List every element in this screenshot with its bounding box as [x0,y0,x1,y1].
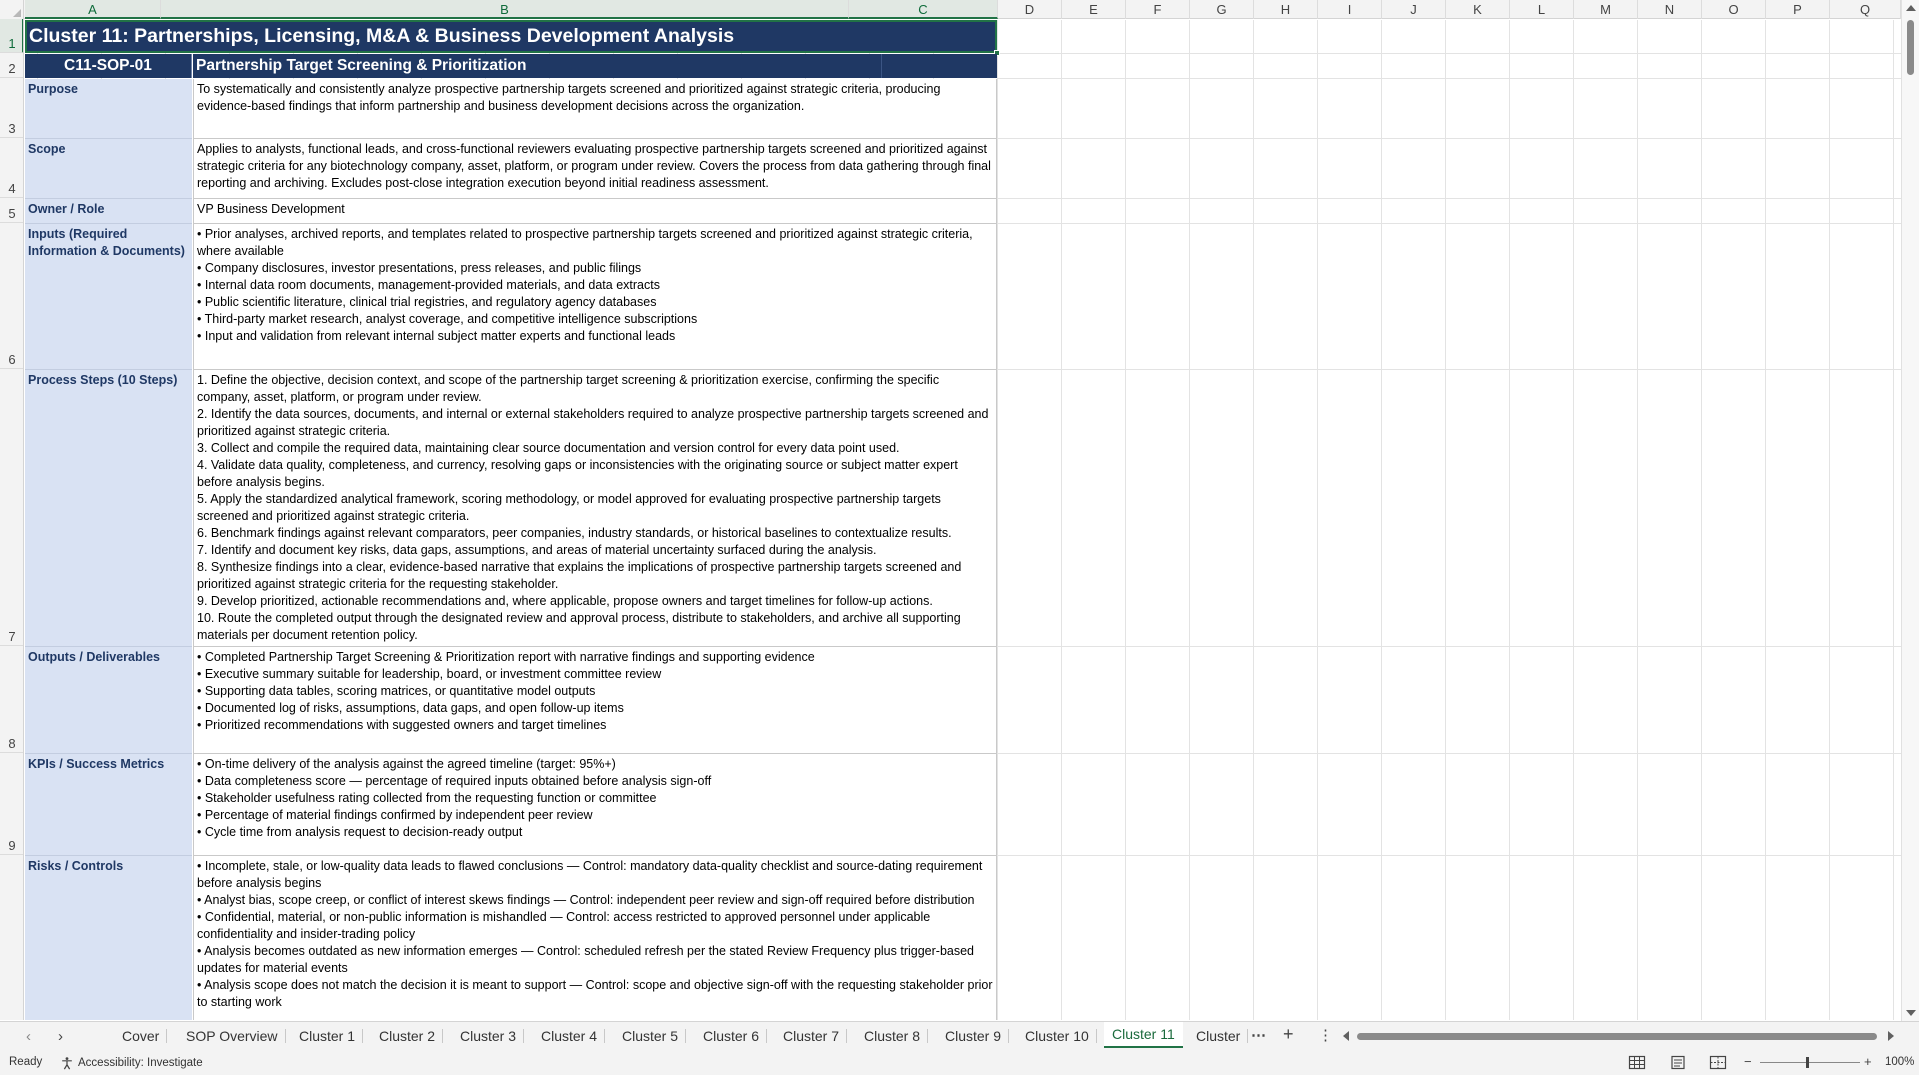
risk-line: • Incomplete, stale, or low-quality data leads to flawed conclusions — Control: mandatory data-quality checklist and source-dating requirement before analysis begins [197,859,983,890]
inputs-line: • Public scientific literature, clinical trial registries, and regulatory agency databases [197,295,657,309]
status-bar [0,1051,1919,1075]
owner-value-cell[interactable] [193,199,997,224]
gridline [998,753,1901,754]
gridline [998,53,1901,54]
step-line: 10. Route the completed output through the designated review and approval process, distribute to stakeholders, and archive all supporting materials per document retention policy. [197,611,961,642]
tab-cluster-8[interactable]: Cluster 8 [856,1022,928,1050]
row-header-4[interactable] [0,138,24,198]
column-header-bar [0,0,1919,19]
step-line: 7. Identify and document key risks, data gaps, assumptions, and areas of material uncertainty surfaced during the analysis. [197,543,877,557]
zoom-slider-knob[interactable] [1806,1057,1809,1068]
inputs-line: • Company disclosures, investor presentations, press releases, and public filings [197,261,642,275]
output-line: • Supporting data tables, scoring matrices, or quantitative model outputs [197,684,596,698]
more-tabs-icon[interactable]: ⋯ [1251,1027,1266,1044]
inputs-line: • Input and validation from relevant internal subject matter experts and functional leads [197,329,676,343]
row-number: 9 [8,838,16,853]
column-header-f[interactable]: F [1126,0,1190,19]
zoom-slider[interactable] [1760,1062,1860,1063]
column-header-m[interactable]: M [1574,0,1638,19]
column-header-o[interactable]: O [1702,0,1766,19]
step-line: 3. Collect and compile the required data, maintaining clear source documentation and version control for every data point used. [197,441,900,455]
output-line: • Completed Partnership Target Screening & Prioritization report with narrative findings and supporting evidence [197,650,815,664]
row-header-6[interactable] [0,223,24,369]
scroll-left-icon[interactable] [1343,1031,1349,1041]
column-header-p[interactable]: P [1766,0,1830,19]
column-header-n[interactable]: N [1638,0,1702,19]
horizontal-scrollbar[interactable] [1343,1030,1894,1042]
kpi-line: • On-time delivery of the analysis against the agreed timeline (target: 95%+) [197,757,616,771]
tab-cluster-6[interactable]: Cluster 6 [695,1022,767,1050]
tab-cluster-5[interactable]: Cluster 5 [614,1022,686,1050]
sheet-title-cell[interactable]: Cluster 11: Partnerships, Licensing, M&A & Business Development Analysis [25,20,997,53]
column-header-h[interactable]: H [1254,0,1318,19]
risks-label-cell[interactable]: Risks / Controls [25,856,192,1020]
horizontal-scroll-thumb[interactable] [1357,1033,1877,1040]
inputs-value-cell[interactable] [193,224,997,370]
step-line: 2. Identify the data sources, documents, and internal or external stakeholders required to analyze prospective partnership targets screened and prioritized against strategic criteria. [197,407,989,438]
vertical-scrollbar[interactable] [1901,0,1919,1021]
step-line: 4. Validate data quality, completeness, and currency, resolving gaps or inconsistencies with the originating source or subject matter expert before analysis begins. [197,458,958,489]
scope-label-cell[interactable]: Scope [25,139,192,199]
purpose-value-cell[interactable] [193,79,997,139]
row-number: 1 [8,36,16,51]
tab-cover[interactable]: Cover [114,1022,167,1050]
column-header-b[interactable]: B [161,0,849,19]
column-header-a[interactable]: A [25,0,161,19]
page-layout-icon[interactable] [1669,1055,1687,1070]
step-line: 5. Apply the standardized analytical framework, scoring methodology, or model approved for evaluating prospective partnership targets screened and prioritized against strategic criteria. [197,492,941,523]
page-break-icon[interactable] [1709,1055,1727,1070]
output-line: • Executive summary suitable for leadership, board, or investment committee review [197,667,662,681]
kpi-line: • Cycle time from analysis request to decision-ready output [197,825,523,839]
gridline [998,855,1901,856]
inputs-label-cell[interactable]: Inputs (Required Information & Documents) [25,224,192,370]
tab-cluster-11[interactable]: Cluster 11 [1104,1022,1183,1048]
step-line: 8. Synthesize findings into a clear, evidence-based narrative that explains the implications of prospective partnership targets screened and prioritized against strategic criteria for the requesting stakeholder. [197,560,962,591]
kpi-line: • Data completeness score — percentage of required inputs obtained before analysis sign-off [197,774,712,788]
accessibility-status[interactable] [60,1056,203,1070]
kpis-label-cell[interactable]: KPIs / Success Metrics [25,754,192,856]
row-number: 8 [8,736,16,751]
accessibility-label: Accessibility: Investigate [78,1057,203,1069]
gridline [998,223,1901,224]
kpi-line: • Stakeholder usefulness rating collected from the requesting function or committee [197,791,657,805]
select-all-corner[interactable] [0,0,24,19]
scope-text: Applies to analysts, functional leads, and cross-functional reviewers evaluating prospective partnership targets screened and prioritized against strategic criteria for any biotechnology company, asset, platform, or program under review. Covers the process from data gathering through final reporting and archiving. Excludes post-close integration execution beyond initial readiness assessment. [197,142,991,190]
row-number: 7 [8,629,16,644]
gridline [998,646,1901,647]
risk-line: • Analysis scope does not match the decision it is meant to support — Control: scope and objective sign-off with the requesting stakeholder prior to starting work [197,978,993,1009]
steps-label-cell[interactable]: Process Steps (10 Steps) [25,370,192,647]
risk-line: • Confidential, material, or non-public information is mishandled — Control: access restricted to approved personnel under applicable confidentiality and insider-trading policy [197,910,931,941]
column-header-g[interactable]: G [1190,0,1254,19]
gridline [998,138,1901,139]
sheet-tab-bar [0,1021,1919,1051]
row-header-10[interactable] [0,855,24,1020]
column-header-i[interactable]: I [1318,0,1382,19]
inputs-line: • Third-party market research, analyst coverage, and competitive intelligence subscriptions [197,312,698,326]
outputs-value-cell[interactable] [193,647,997,754]
tab-cluster-7[interactable]: Cluster 7 [775,1022,847,1050]
tab-cluster-9[interactable]: Cluster 9 [937,1022,1009,1050]
zoom-in-button[interactable]: + [1864,1054,1872,1069]
column-header-j[interactable]: J [1382,0,1446,19]
inputs-line: • Internal data room documents, management-provided materials, and data extracts [197,278,660,292]
row-number: 6 [8,352,16,367]
tab-cluster-4[interactable]: Cluster 4 [533,1022,605,1050]
row-header-5[interactable] [0,198,24,223]
tab-cluster-12[interactable]: Cluster [1188,1022,1248,1050]
outputs-label-cell[interactable]: Outputs / Deliverables [25,647,192,754]
column-header-e[interactable]: E [1062,0,1126,19]
worksheet-grid[interactable] [25,20,1901,1020]
sop-id-cell[interactable]: C11-SOP-01 [25,54,192,78]
row-header-8[interactable] [0,646,24,753]
vertical-scroll-thumb[interactable] [1907,20,1914,75]
zoom-out-button[interactable]: − [1744,1054,1752,1069]
kpis-value-cell[interactable] [193,754,997,856]
scroll-up-icon[interactable] [1906,5,1916,11]
gridline [998,369,1901,370]
zoom-percentage[interactable]: 100% [1885,1056,1915,1068]
row-number: 4 [8,181,16,196]
output-line: • Prioritized recommendations with suggested owners and target timelines [197,718,607,732]
scroll-right-icon[interactable] [1888,1031,1894,1041]
owner-label-cell[interactable]: Owner / Role [25,199,192,224]
normal-view-icon[interactable] [1628,1055,1646,1070]
steps-value-cell[interactable] [193,370,997,647]
status-ready: Ready [9,1056,43,1068]
risks-value-cell[interactable] [193,856,997,1020]
sop-title-cell[interactable]: Partnership Target Screening & Prioritization [193,54,997,78]
gridline [998,198,1901,199]
tab-scroll-left-icon[interactable]: ‹ [26,1028,31,1045]
tab-cluster-1[interactable]: Cluster 1 [291,1022,363,1050]
column-header-c[interactable]: C [849,0,998,19]
inputs-line: • Prior analyses, archived reports, and templates related to prospective partnership targets screened and prioritized against strategic criteria, where available [197,227,973,258]
step-line: 6. Benchmark findings against relevant comparators, peer companies, industry standards, or historical baselines to contextualize results. [197,526,952,540]
step-line: 1. Define the objective, decision context, and scope of the partnership target screening & prioritization exercise, confirming the specific company, asset, platform, or program under review. [197,373,940,404]
tab-cluster-2[interactable]: Cluster 2 [371,1022,443,1050]
row-number: 3 [8,121,16,136]
row-header-2[interactable] [0,53,24,78]
column-header-l[interactable]: L [1510,0,1574,19]
tab-cluster-3[interactable]: Cluster 3 [452,1022,524,1050]
gridline [998,78,1901,79]
row-number: 5 [8,206,16,221]
owner-text: VP Business Development [197,202,345,216]
row-header-7[interactable] [0,369,24,646]
purpose-text: To systematically and consistently analyze prospective partnership targets screened and prioritized against strategic criteria, producing evidence-based findings that inform partnership and business development decisions across the organization. [197,82,941,113]
tab-options-icon[interactable]: ⋮ [1318,1027,1333,1044]
row-header-bar [0,19,24,1020]
tab-sop-overview[interactable]: SOP Overview [178,1022,286,1050]
risk-line: • Analyst bias, scope creep, or conflict of interest skews findings — Control: independent peer review and sign-off required before distribution [197,893,975,907]
column-header-d[interactable]: D [998,0,1062,19]
step-line: 9. Develop prioritized, actionable recommendations and, where applicable, propose owners and target timelines for follow-up actions. [197,594,933,608]
output-line: • Documented log of risks, assumptions, data gaps, and open follow-up items [197,701,624,715]
row-number: 2 [8,61,16,76]
row-header-3[interactable] [0,78,24,138]
kpi-line: • Percentage of material findings confirmed by independent peer review [197,808,593,822]
row-header-9[interactable] [0,753,24,855]
tab-scroll-right-icon[interactable]: › [58,1028,63,1045]
scope-value-cell[interactable] [193,139,997,199]
row-header-1[interactable] [0,19,24,53]
tab-cluster-10[interactable]: Cluster 10 [1017,1022,1097,1050]
scroll-down-icon[interactable] [1906,1010,1916,1016]
column-header-q[interactable]: Q [1830,0,1901,19]
column-header-k[interactable]: K [1446,0,1510,19]
purpose-label-cell[interactable]: Purpose [25,79,192,139]
accessibility-icon [60,1056,74,1070]
risk-line: • Analysis becomes outdated as new information emerges — Control: scheduled refresh per the stated Review Frequency plus trigger-based updates for material events [197,944,975,975]
add-sheet-icon[interactable]: + [1283,1024,1294,1044]
